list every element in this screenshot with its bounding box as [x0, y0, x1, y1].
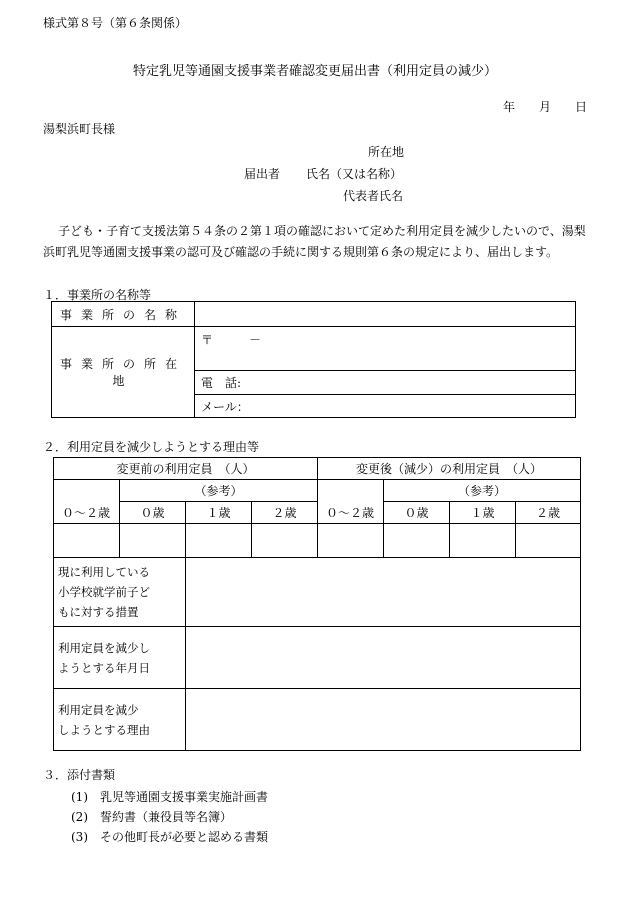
name-label: 氏名（又は名称）: [306, 167, 403, 181]
before-reference-header: （参考）: [120, 480, 318, 502]
section-1-heading: １．事業所の名称等: [43, 288, 152, 302]
after-age-0: ０歳: [384, 502, 450, 524]
facility-name-label: 事業所の名称: [52, 302, 195, 327]
representative-label: 代表者氏名: [343, 189, 404, 203]
before-age-1-field[interactable]: [186, 524, 252, 558]
after-reference-header: （参考）: [384, 480, 581, 502]
reduction-date-label: 利用定員を減少し ようとする年月日: [54, 627, 186, 689]
blank-header-cell: [54, 480, 119, 502]
facility-location-label: 事業所の所在地: [52, 327, 195, 418]
paragraph-line-2: 浜町乳児等通園支援事業の認可及び確認の手続に関する規則第６条の規定により、届出します。: [43, 245, 559, 259]
notifier-label: 届出者: [244, 167, 281, 181]
reduction-date-field[interactable]: [186, 627, 581, 689]
after-capacity-header: 変更後（減少）の利用定員 （人）: [318, 458, 581, 480]
date-day-label: 日: [575, 100, 588, 114]
after-age-2-field[interactable]: [516, 524, 581, 558]
section-3-heading: ３．添付書類: [43, 768, 116, 782]
facility-name-field[interactable]: [195, 302, 576, 327]
email-field[interactable]: メール：: [195, 395, 576, 418]
before-age-total: ０～２歳: [61, 506, 110, 520]
attachment-item-3: (3) その他町長が必要と認める書類: [71, 830, 268, 844]
before-age-0: ０歳: [120, 502, 186, 524]
facility-table: [51, 301, 576, 418]
after-age-1-field[interactable]: [450, 524, 516, 558]
phone-field[interactable]: 電 話:: [195, 371, 576, 395]
date-year-label: 年: [503, 100, 516, 114]
form-number: 様式第８号（第６条関係）: [43, 16, 188, 30]
after-total-field[interactable]: [318, 524, 384, 558]
measure-field[interactable]: [186, 558, 581, 627]
addressee: 湯梨浜町長様: [43, 122, 116, 136]
before-age-1: １歳: [186, 502, 252, 524]
after-age-total: ０～２歳: [325, 506, 374, 520]
before-age-2: ２歳: [252, 502, 318, 524]
measure-label: 現に利用している 小学校就学前子ど もに対する措置: [54, 558, 186, 627]
after-age-2: ２歳: [516, 502, 581, 524]
after-age-1: １歳: [450, 502, 516, 524]
document-title: 特定乳児等通園支援事業者確認変更届出書（利用定員の減少）: [132, 64, 497, 79]
before-age-2-field[interactable]: [252, 524, 318, 558]
reduction-reason-field[interactable]: [186, 689, 581, 751]
date-month-label: 月: [539, 100, 552, 114]
before-age-0-field[interactable]: [120, 524, 186, 558]
attachment-item-1: (1) 乳児等通園支援事業実施計画書: [71, 790, 268, 804]
before-capacity-header: 変更前の利用定員 （人）: [54, 458, 318, 480]
address-label: 所在地: [368, 145, 405, 159]
reduction-reason-label: 利用定員を減少 しようとする理由: [54, 689, 186, 751]
after-age-0-field[interactable]: [384, 524, 450, 558]
before-total-field[interactable]: [54, 524, 120, 558]
postal-code-field[interactable]: 〒 －: [195, 327, 576, 371]
attachment-item-2: (2) 誓約書（兼役員等名簿）: [71, 810, 232, 824]
section-2-heading: ２．利用定員を減少しようとする理由等: [43, 440, 260, 454]
paragraph-line-1: 子ども・子育て支援法第５４条の２第１項の確認において定めた利用定員を減少したいので、湯梨: [58, 224, 586, 238]
